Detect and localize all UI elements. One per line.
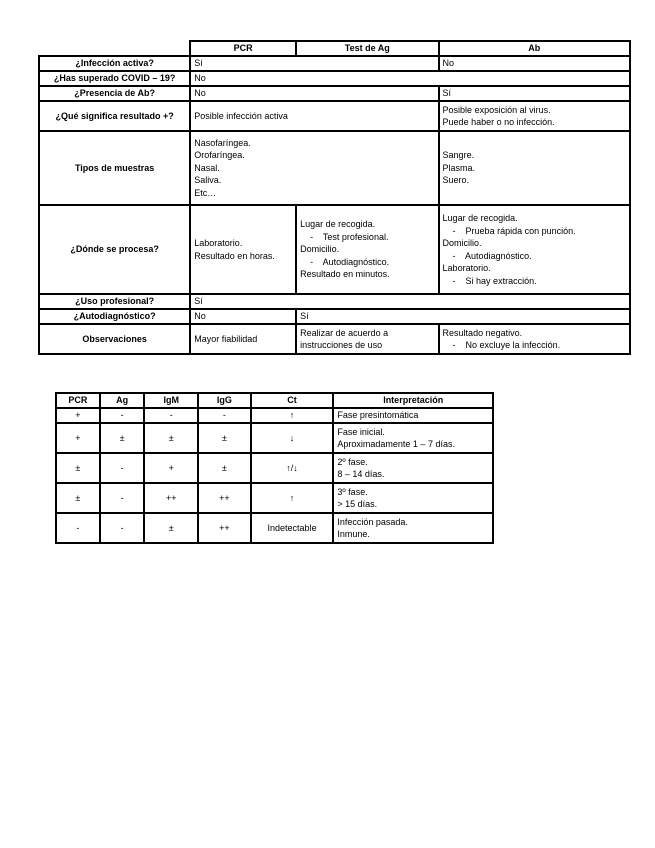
cell-interpretacion: 3º fase. > 15 días. [333, 483, 493, 513]
cell-pcr: ± [56, 453, 100, 483]
row-label: ¿Autodiagnóstico? [39, 309, 190, 324]
row-label: Observaciones [39, 324, 190, 354]
row-label: ¿Uso profesional? [39, 294, 190, 309]
cell-interpretacion: Infección pasada. Inmune. [333, 513, 493, 543]
table-row [56, 513, 493, 543]
cell-pcr-ag: Sí [190, 56, 438, 71]
cell-ag: ± [100, 423, 145, 453]
covid-tests-comparison-table [38, 40, 631, 355]
header-pcr: PCR [56, 393, 100, 408]
header-pcr: PCR [190, 41, 296, 56]
cell-ag: - [100, 513, 145, 543]
cell-pcr: ± [56, 483, 100, 513]
cell-pcr: + [56, 423, 100, 453]
header-ag: Ag [100, 393, 145, 408]
cell-pcr: Mayor fiabilidad [190, 324, 296, 354]
cell-interpretacion: Fase presintomática [333, 408, 493, 423]
cell-ag: Realizar de acuerdo a instrucciones de uso [296, 324, 438, 354]
row-uso-profesional [39, 294, 630, 309]
cell-igm: ± [144, 513, 198, 543]
cell-ct: ↓ [251, 423, 334, 453]
header-interpretacion: Interpretación [333, 393, 493, 408]
cell-pcr: Laboratorio. Resultado en horas. [190, 205, 296, 294]
table-row [56, 408, 493, 423]
cell-ag-ab: Sí [296, 309, 630, 324]
cell-pcr: No [190, 309, 296, 324]
row-infeccion-activa [39, 56, 630, 71]
cell-ab: Posible exposición al virus. Puede haber o no infección. [439, 101, 630, 131]
cell-ag: - [100, 453, 145, 483]
row-label: ¿Dónde se procesa? [39, 205, 190, 294]
header-ct: Ct [251, 393, 334, 408]
cell-ab: Resultado negativo. - No excluye la infección. [439, 324, 630, 354]
cell-ag: Lugar de recogida. - Test profesional. Domicilio. - Autodiagnóstico. Resultado en minutos. [296, 205, 438, 294]
cell-igm: ± [144, 423, 198, 453]
row-superado-covid [39, 71, 630, 86]
cell-interpretacion: 2º fase. 8 – 14 días. [333, 453, 493, 483]
cell-pcr: - [56, 513, 100, 543]
row-observaciones [39, 324, 630, 354]
serology-interpretation-table [55, 392, 494, 544]
cell-igm: + [144, 453, 198, 483]
row-significa-resultado [39, 101, 630, 131]
row-tipos-muestras [39, 131, 630, 205]
cell-ab: Lugar de recogida. - Prueba rápida con punción. Domicilio. - Autodiagnóstico. Laboratorio. - Si hay extracción. [439, 205, 630, 294]
cell-ct: ↑ [251, 483, 334, 513]
table-row [56, 483, 493, 513]
cell-ag: - [100, 483, 145, 513]
row-presencia-ab [39, 86, 630, 101]
cell-igg: ± [198, 423, 251, 453]
cell-igg: ++ [198, 513, 251, 543]
cell-igm: - [144, 408, 198, 423]
row-label: ¿Has superado COVID – 19? [39, 71, 190, 86]
row-donde-procesa [39, 205, 630, 294]
cell-igg: ++ [198, 483, 251, 513]
row-label: ¿Infección activa? [39, 56, 190, 71]
cell-igg: - [198, 408, 251, 423]
cell-ct: ↑ [251, 408, 334, 423]
table-row [56, 453, 493, 483]
cell-pcr-ag: Posible infección activa [190, 101, 438, 131]
row-label: ¿Presencia de Ab? [39, 86, 190, 101]
cell-igg: ± [198, 453, 251, 483]
cell-ab: No [439, 56, 630, 71]
cell-pcr-ag: No [190, 86, 438, 101]
row-label: Tipos de muestras [39, 131, 190, 205]
cell-ag: - [100, 408, 145, 423]
cell-igm: ++ [144, 483, 198, 513]
empty-corner-cell [39, 41, 190, 56]
cell-pcr: + [56, 408, 100, 423]
cell-pcr-ag: Nasofaríngea. Orofaríngea. Nasal. Saliva. Etc… [190, 131, 438, 205]
cell-interpretacion: Fase inicial. Aproximadamente 1 – 7 días. [333, 423, 493, 453]
header-igg: IgG [198, 393, 251, 408]
cell-ab: Sí [439, 86, 630, 101]
header-ab: Ab [439, 41, 630, 56]
cell-value: Sí [190, 294, 630, 309]
cell-ct: ↑/↓ [251, 453, 334, 483]
header-igm: IgM [144, 393, 198, 408]
header-test-ag: Test de Ag [296, 41, 438, 56]
cell-value: No [190, 71, 630, 86]
cell-ab: Sangre. Plasma. Suero. [439, 131, 630, 205]
row-autodiagnostico [39, 309, 630, 324]
cell-ct: Indetectable [251, 513, 334, 543]
row-label: ¿Qué significa resultado +? [39, 101, 190, 131]
table-row [56, 423, 493, 453]
